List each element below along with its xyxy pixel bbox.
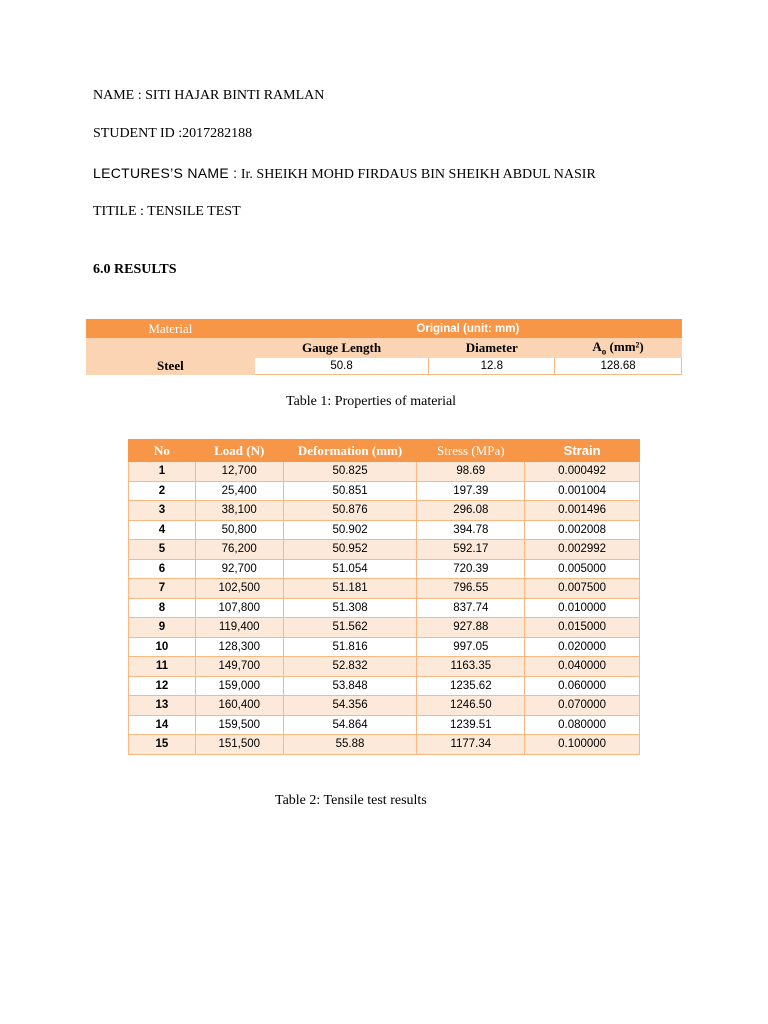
table-row [129,598,640,618]
cell-load: 149,700 [195,657,283,677]
col-header-no: No [129,440,196,462]
material-header: Material [87,320,255,338]
cell-stress: 796.55 [417,579,525,599]
cell-strain: 0.001496 [525,501,640,521]
cell-no: 10 [129,637,196,657]
cell-deformation: 53.848 [283,676,417,696]
results-header-row [129,440,640,462]
cell-load: 128,300 [195,637,283,657]
cell-stress: 296.08 [417,501,525,521]
cell-stress: 592.17 [417,540,525,560]
cell-load: 160,400 [195,696,283,716]
table-row [129,657,640,677]
cell-no: 2 [129,481,196,501]
col-header-deformation: Deformation (mm) [283,440,417,462]
cell-no: 5 [129,540,196,560]
cell-stress: 720.39 [417,559,525,579]
area-unit: (mm²) [606,338,644,354]
cell-deformation: 55.88 [283,735,417,755]
cell-stress: 1163.35 [417,657,525,677]
cell-no: 7 [129,579,196,599]
table1-caption: Table 1: Properties of material [286,394,457,409]
cell-stress: 197.39 [417,481,525,501]
table-row [129,501,640,521]
cell-no: 1 [129,462,196,482]
cell-no: 6 [129,559,196,579]
cell-strain: 0.015000 [525,618,640,638]
table-row [129,579,640,599]
cell-no: 4 [129,520,196,540]
cell-deformation: 50.825 [283,462,417,482]
properties-value-row [87,358,682,375]
lecturer-label: LECTURES’S NAME : [93,165,238,181]
cell-stress: 1177.34 [417,735,525,755]
cell-strain: 0.060000 [525,676,640,696]
cell-strain: 0.002992 [525,540,640,560]
cell-no: 11 [129,657,196,677]
cell-strain: 0.007500 [525,579,640,599]
cell-load: 151,500 [195,735,283,755]
properties-subheader-row [87,338,682,358]
table-row [129,676,640,696]
cell-deformation: 54.356 [283,696,417,716]
cell-stress: 1235.62 [417,676,525,696]
cell-strain: 0.100000 [525,735,640,755]
cell-stress: 927.88 [417,618,525,638]
diameter-value: 12.8 [429,358,555,375]
cell-deformation: 54.864 [283,715,417,735]
cell-deformation: 50.876 [283,501,417,521]
gauge-length-value: 50.8 [254,358,429,375]
material-subheader-blank [87,338,255,358]
material-value: Steel [87,358,255,375]
cell-load: 76,200 [195,540,283,560]
cell-strain: 0.040000 [525,657,640,677]
area-value: 128.68 [555,358,682,375]
cell-no: 9 [129,618,196,638]
cell-load: 25,400 [195,481,283,501]
properties-header-row [87,320,682,338]
cell-load: 107,800 [195,598,283,618]
cell-strain: 0.005000 [525,559,640,579]
tensile-results-table [128,439,640,755]
area-subscript: o [601,346,607,357]
cell-load: 38,100 [195,501,283,521]
cell-strain: 0.010000 [525,598,640,618]
cell-load: 119,400 [195,618,283,638]
cell-strain: 0.001004 [525,481,640,501]
gauge-length-header: Gauge Length [254,338,429,358]
cell-strain: 0.000492 [525,462,640,482]
cell-stress: 1246.50 [417,696,525,716]
cell-deformation: 51.816 [283,637,417,657]
table-row [129,637,640,657]
area-symbol: A [592,338,602,354]
cell-deformation: 51.308 [283,598,417,618]
cell-load: 102,500 [195,579,283,599]
table-row [129,540,640,560]
table-row [129,481,640,501]
original-header: Original (unit: mm) [254,320,681,338]
col-header-strain: Strain [525,440,640,462]
cell-load: 50,800 [195,520,283,540]
cell-stress: 837.74 [417,598,525,618]
col-header-stress: Stress (MPa) [417,440,525,462]
properties-table [86,319,682,375]
cell-deformation: 51.054 [283,559,417,579]
cell-deformation: 50.851 [283,481,417,501]
table-row [129,715,640,735]
cell-stress: 997.05 [417,637,525,657]
cell-deformation: 50.952 [283,540,417,560]
cell-stress: 98.69 [417,462,525,482]
cell-deformation: 51.181 [283,579,417,599]
cell-load: 92,700 [195,559,283,579]
cell-deformation: 50.902 [283,520,417,540]
cell-no: 14 [129,715,196,735]
cell-load: 159,000 [195,676,283,696]
section-heading: 6.0 RESULTS [93,262,177,277]
table-row [129,462,640,482]
student-id: STUDENT ID :2017282188 [93,126,253,141]
table-row [129,735,640,755]
cell-strain: 0.020000 [525,637,640,657]
cell-load: 12,700 [195,462,283,482]
cell-no: 12 [129,676,196,696]
col-header-load: Load (N) [195,440,283,462]
cell-no: 15 [129,735,196,755]
report-title: TITILE : TENSILE TEST [93,204,241,219]
table2-caption: Table 2: Tensile test results [275,793,427,808]
results-body [129,462,640,755]
cell-strain: 0.002008 [525,520,640,540]
lecturer-line [93,165,596,183]
diameter-header: Diameter [429,338,555,358]
cell-deformation: 51.562 [283,618,417,638]
cell-no: 13 [129,696,196,716]
table-row [129,520,640,540]
cell-strain: 0.080000 [525,715,640,735]
table-row [129,559,640,579]
cell-stress: 394.78 [417,520,525,540]
area-header [555,338,682,358]
cell-deformation: 52.832 [283,657,417,677]
cell-no: 8 [129,598,196,618]
cell-strain: 0.070000 [525,696,640,716]
table-row [129,696,640,716]
table-row [129,618,640,638]
student-name: NAME : SITI HAJAR BINTI RAMLAN [93,88,325,103]
cell-load: 159,500 [195,715,283,735]
cell-no: 3 [129,501,196,521]
lecturer-name: Ir. SHEIKH MOHD FIRDAUS BIN SHEIKH ABDUL NASIR [240,167,596,182]
cell-stress: 1239.51 [417,715,525,735]
